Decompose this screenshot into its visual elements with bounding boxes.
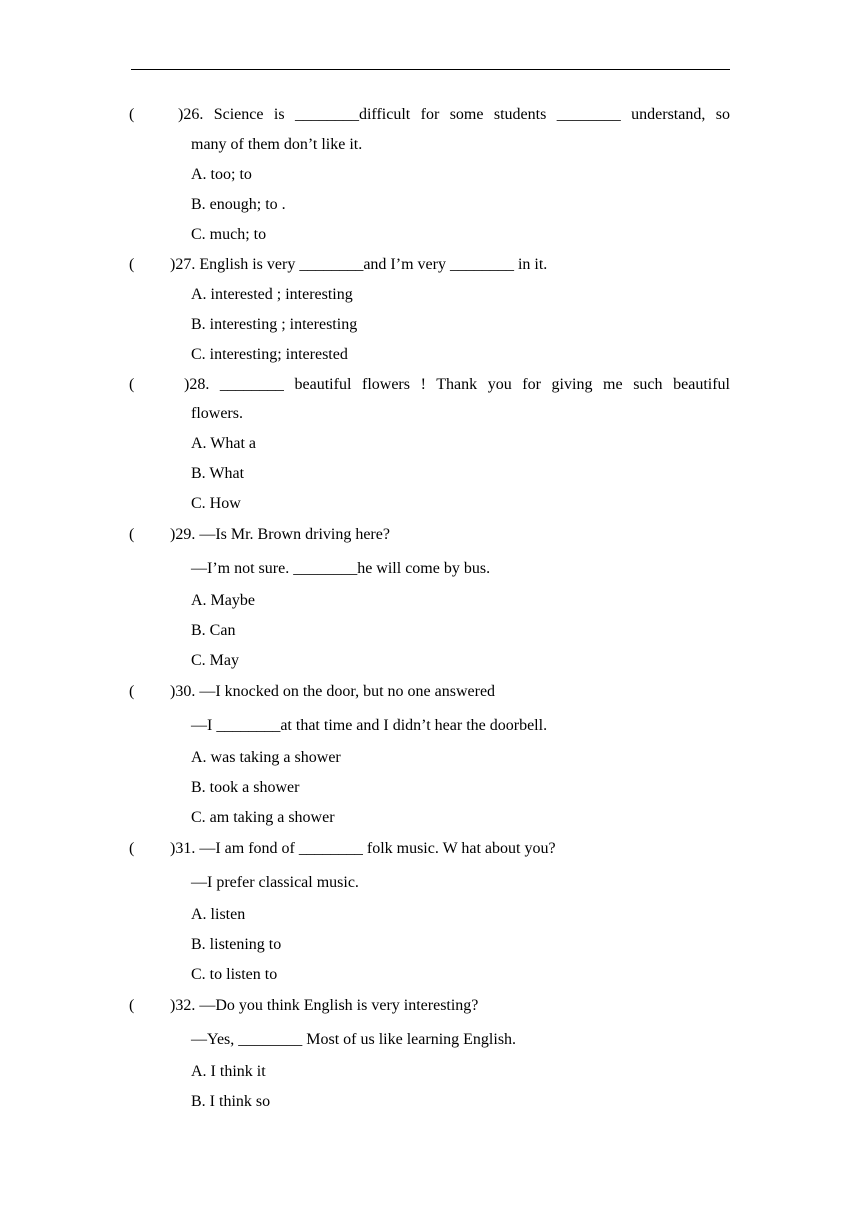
question-30-option-b: B. took a shower <box>191 779 300 796</box>
question-31-option-b: B. listening to <box>191 936 282 953</box>
question-32-stem: )32. —Do you think English is very interesting? <box>170 997 479 1014</box>
question-29-stem: )29. —Is Mr. Brown driving here? <box>170 526 390 543</box>
answer-paren-31[interactable]: ( <box>129 840 135 857</box>
question-26-stem: )26. Science is ________difficult for some students ________ understand, so <box>178 106 730 123</box>
question-29-option-a: A. Maybe <box>191 592 255 609</box>
question-32-option-a: A. I think it <box>191 1063 266 1080</box>
question-27-option-c: C. interesting; interested <box>191 346 348 363</box>
question-30-option-c: C. am taking a shower <box>191 809 335 826</box>
question-32-reply: —Yes, ________ Most of us like learning English. <box>191 1031 517 1048</box>
answer-paren-27[interactable]: ( <box>129 256 135 273</box>
question-29-reply: —I’m not sure. ________he will come by bus. <box>191 560 491 577</box>
question-31-reply: —I prefer classical music. <box>191 874 359 891</box>
answer-paren-29[interactable]: ( <box>129 526 135 543</box>
question-30-stem: )30. —I knocked on the door, but no one answered <box>170 683 496 700</box>
question-29-option-b: B. Can <box>191 622 236 639</box>
answer-paren-28[interactable]: ( <box>129 376 135 393</box>
question-30-option-a: A. was taking a shower <box>191 749 341 766</box>
question-28-option-a: A. What a <box>191 435 257 452</box>
question-31-stem: )31. —I am fond of ________ folk music. W hat about you? <box>170 840 556 857</box>
question-29-option-c: C. May <box>191 652 239 669</box>
header-rule <box>131 69 730 70</box>
question-28-stem-cont: flowers. <box>191 405 243 422</box>
question-26-stem-cont: many of them don’t like it. <box>191 136 363 153</box>
question-31-option-a: A. listen <box>191 906 246 923</box>
question-28-option-b: B. What <box>191 465 245 482</box>
question-30-reply: —I ________at that time and I didn’t hear the doorbell. <box>191 717 548 734</box>
question-26-option-a: A. too; to <box>191 166 252 183</box>
question-27-option-a: A. interested ; interesting <box>191 286 353 303</box>
question-27-stem: )27. English is very ________and I’m very ________ in it. <box>170 256 548 273</box>
answer-paren-32[interactable]: ( <box>129 997 135 1014</box>
question-26-option-b: B. enough; to . <box>191 196 286 213</box>
answer-paren-30[interactable]: ( <box>129 683 135 700</box>
question-26-option-c: C. much; to <box>191 226 267 243</box>
question-32-option-b: B. I think so <box>191 1093 271 1110</box>
answer-paren-26[interactable]: ( <box>129 106 135 123</box>
question-27-option-b: B. interesting ; interesting <box>191 316 358 333</box>
question-28-option-c: C. How <box>191 495 241 512</box>
question-31-option-c: C. to listen to <box>191 966 278 983</box>
question-28-stem: )28. ________ beautiful flowers ! Thank you for giving me such beautiful <box>184 376 730 393</box>
